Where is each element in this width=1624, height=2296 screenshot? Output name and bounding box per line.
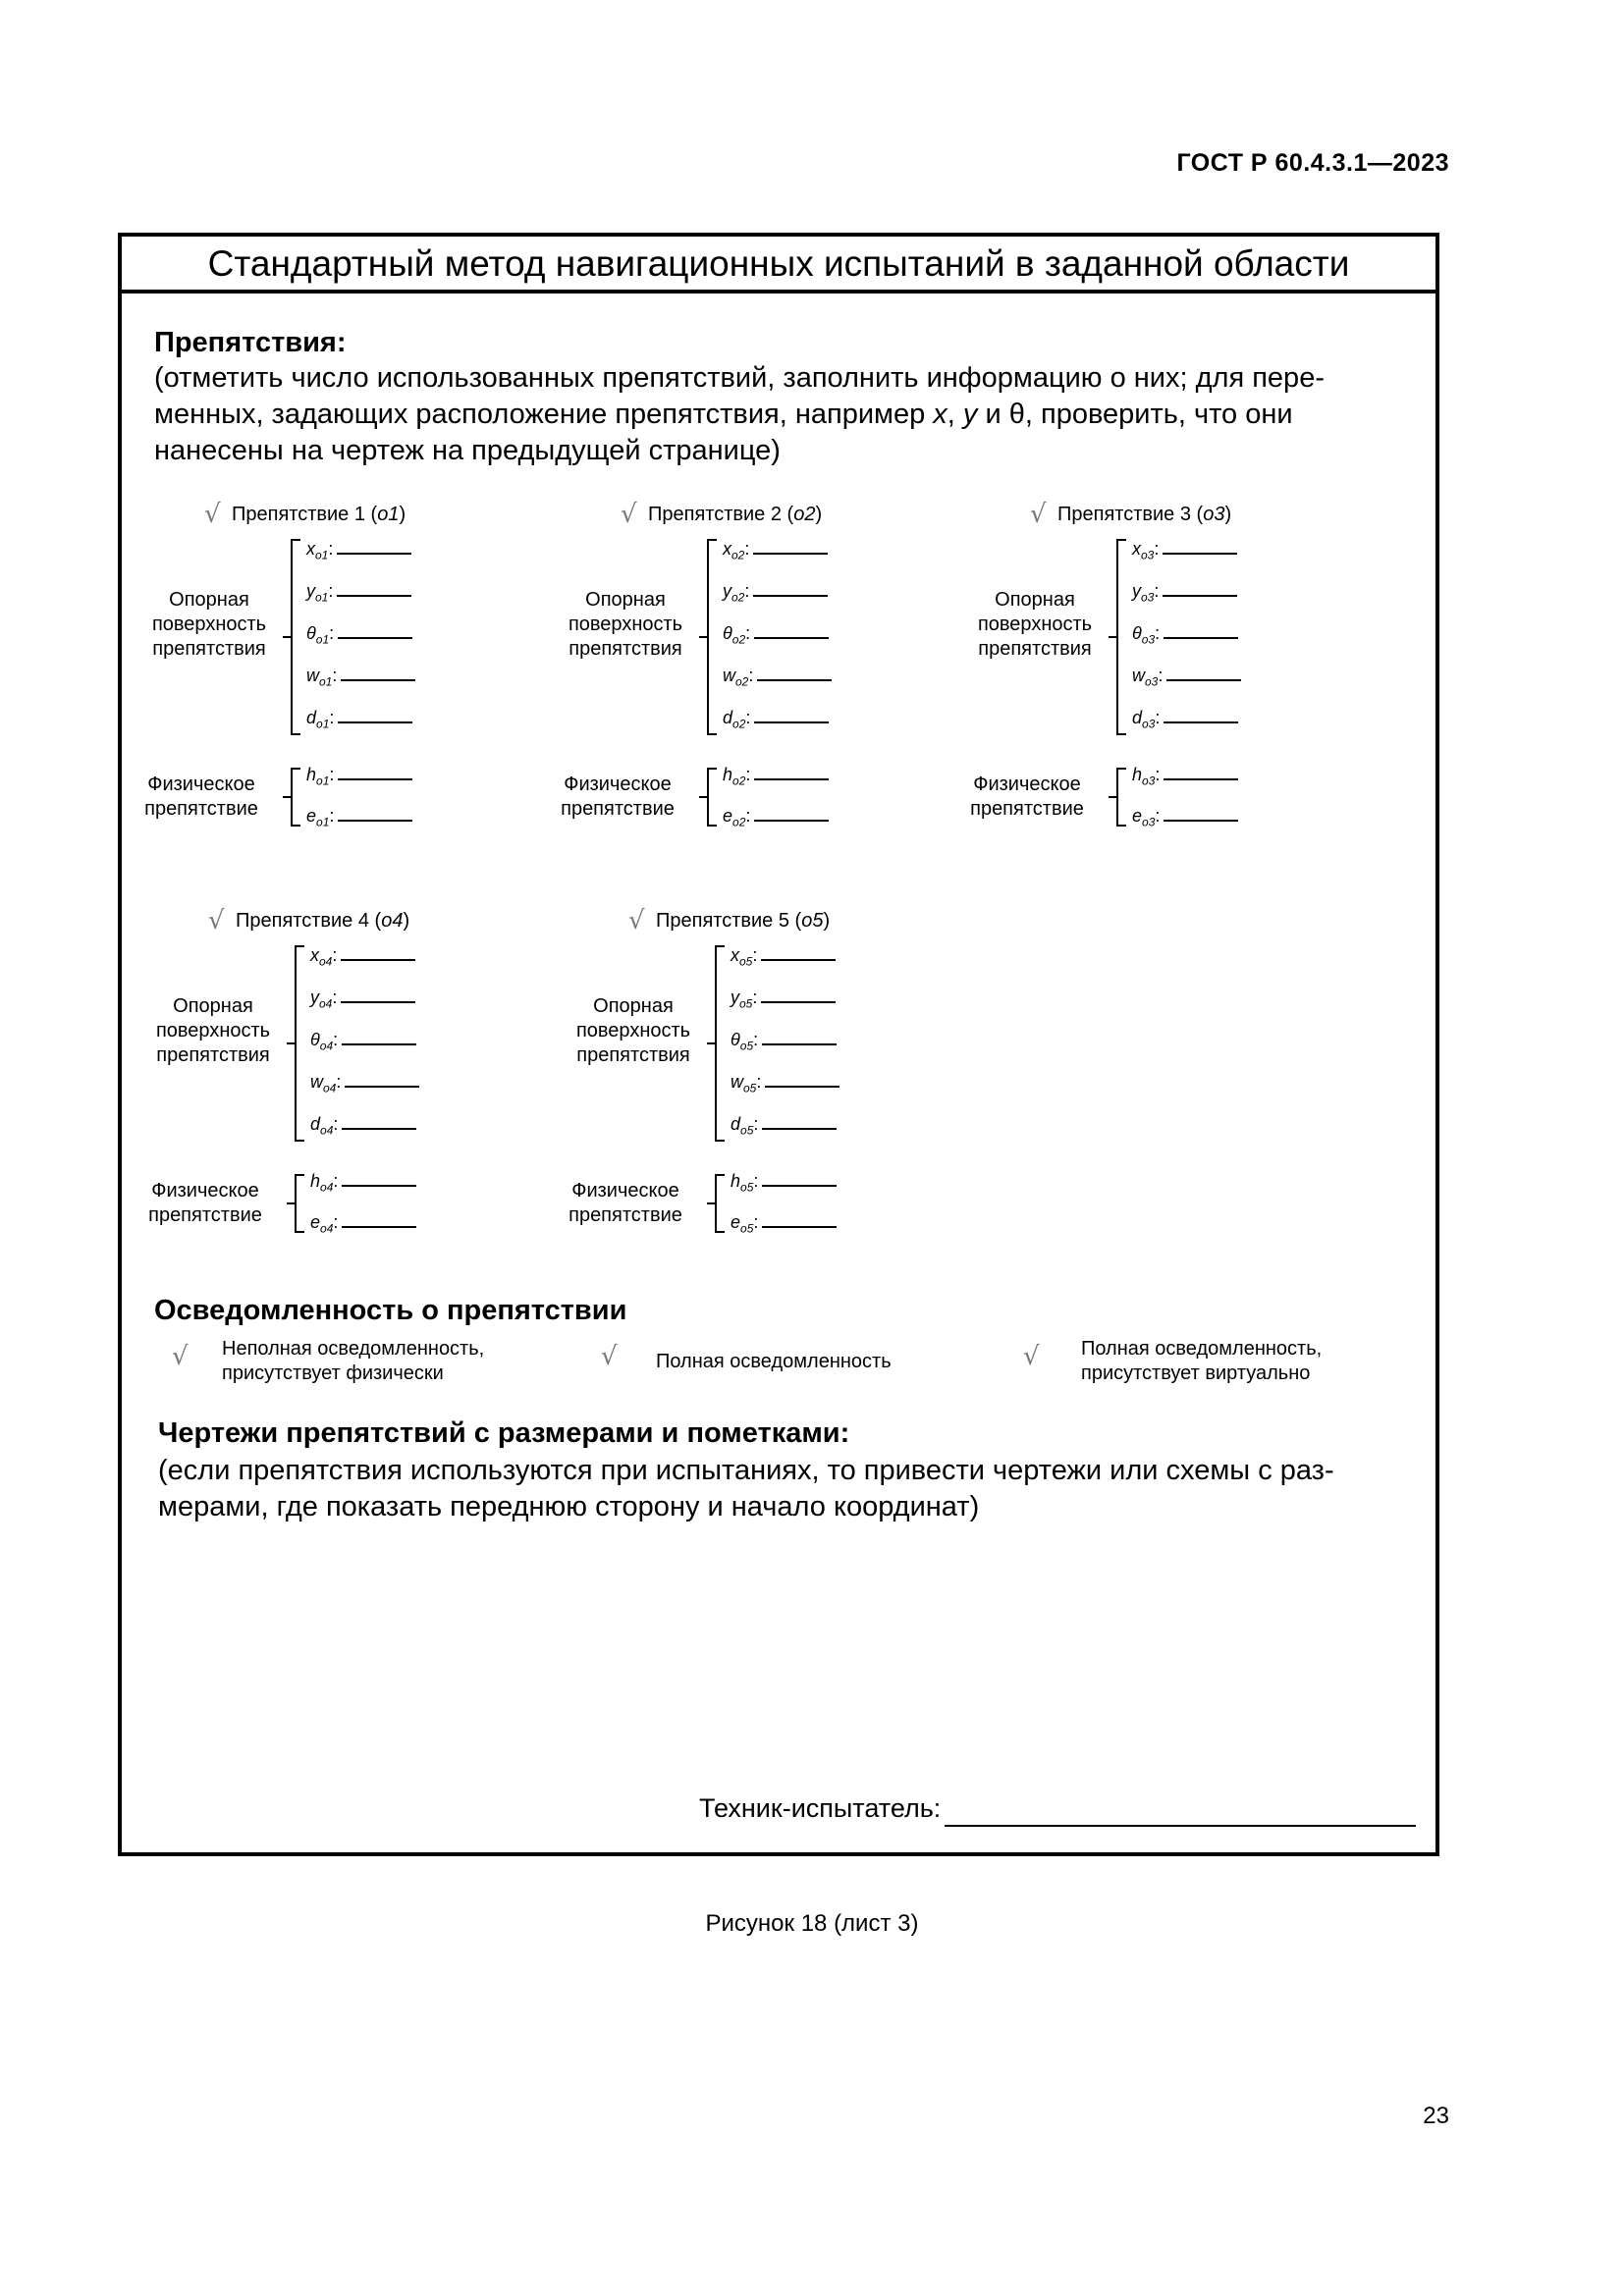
obstacle-1-surface-label: Опорная поверхность препятствия <box>151 589 267 660</box>
obstacle-1-physical-label: Физическое препятствие <box>144 774 258 820</box>
obstacle-5-surface-field[interactable]: $y_{o5}$: <box>731 988 836 1011</box>
obstacle-5-surface-brace <box>715 945 725 1142</box>
obstacle-5-surface-field[interactable]: $w_{o5}$: <box>731 1072 839 1095</box>
obstacle-3-physical-field[interactable]: $h_{o3}$: <box>1132 765 1238 788</box>
obstacle-2-surface-field[interactable]: $w_{o2}$: <box>723 666 832 689</box>
obstacle-4-physical-brace <box>295 1174 304 1233</box>
obstacle-1-surface-brace <box>291 539 300 735</box>
obstacle-2-surface-field[interactable]: $d_{o2}$: <box>723 708 829 731</box>
drawings-heading: Чертежи препятствий с размерами и пометками: <box>158 1417 850 1449</box>
obstacle-5-surface-brace-tick <box>707 1042 715 1044</box>
obstacle-1-surface-field[interactable]: $y_{o1}$: <box>306 581 411 605</box>
obstacles-instructions <box>154 360 1421 469</box>
obstacle-4-surface-field[interactable]: $y_{o4}$: <box>310 988 415 1011</box>
obstacle-3-physical-field[interactable]: $e_{o3}$: <box>1132 806 1238 829</box>
obstacle-5-surface-label: Опорная поверхность препятствия <box>575 995 691 1066</box>
awareness-heading: Осведомленность о препятствии <box>154 1295 627 1326</box>
form-title: Стандартный метод навигационных испытаний в заданной области <box>122 237 1435 294</box>
obstacle-2-surface-brace <box>707 539 717 735</box>
obstacle-2-physical-label: Физическое препятствие <box>561 774 675 820</box>
obstacle-3-surface-brace-tick <box>1109 636 1116 638</box>
obstacle-2-physical-brace-tick <box>699 796 707 798</box>
obstacle-1-check[interactable]: √ <box>204 500 221 529</box>
obstacle-4-physical-label: Физическое препятствие <box>148 1180 262 1226</box>
obstacle-5-physical-brace-tick <box>707 1202 715 1204</box>
obstacle-2-physical-field[interactable]: $e_{o2}$: <box>723 806 829 829</box>
obstacle-3-surface-brace <box>1116 539 1126 735</box>
figure-caption: Рисунок 18 (лист 3) <box>705 1910 919 1937</box>
obstacle-2-physical-field[interactable]: $h_{o2}$: <box>723 765 829 788</box>
obstacle-5-surface-field[interactable]: $x_{o5}$: <box>731 945 836 969</box>
obstacle-3-surface-field[interactable]: $y_{o3}$: <box>1132 581 1237 605</box>
obstacle-1-surface-field[interactable]: $w_{o1}$: <box>306 666 415 689</box>
obstacle-5-surface-field[interactable]: $\theta_{o5}$: <box>731 1030 837 1053</box>
drawings-instructions: (если препятствия используются при испытаниях, то привести чертежи или схемы с раз- мерами, где показать переднюю сторону и начало координат) <box>158 1455 1334 1522</box>
obstacle-4-surface-field[interactable]: $d_{o4}$: <box>310 1114 416 1138</box>
obstacle-4-surface-field[interactable]: $x_{o4}$: <box>310 945 415 969</box>
obstacle-3-surface-label: Опорная поверхность препятствия <box>977 589 1093 660</box>
technician-label: Техник-испытатель: <box>699 1793 942 1823</box>
obstacle-3-surface-field[interactable]: $x_{o3}$: <box>1132 539 1237 562</box>
obstacle-2-surface-field[interactable]: $y_{o2}$: <box>723 581 828 605</box>
obstacle-4-surface-field[interactable]: $\theta_{o4}$: <box>310 1030 416 1053</box>
awareness-option-full-virtual: Полная осведомленность, присутствует виртуально <box>1081 1338 1323 1384</box>
obstacle-3-surface-field[interactable]: $w_{o3}$: <box>1132 666 1241 689</box>
obstacle-2-surface-field[interactable]: $x_{o2}$: <box>723 539 828 562</box>
obstacle-4-surface-label: Опорная поверхность препятствия <box>155 995 271 1066</box>
awareness-check-3[interactable]: √ <box>1023 1342 1040 1371</box>
instructions-line-1: (отметить число использованных препятствий, заполнить информацию о них; для пере- <box>154 362 1325 394</box>
obstacle-4-physical-brace-tick <box>287 1202 295 1204</box>
obstacle-4-surface-brace-tick <box>287 1042 295 1044</box>
obstacle-5-check[interactable]: √ <box>628 906 645 935</box>
obstacle-4-surface-brace <box>295 945 304 1142</box>
document-code: ГОСТ Р 60.4.3.1—2023 <box>1176 149 1449 177</box>
obstacle-1-label: Препятствие 1 (o1) <box>232 504 406 525</box>
awareness-option-partial-physical: Неполная осведомленность, присутствует физически <box>222 1338 485 1384</box>
obstacle-4-check[interactable]: √ <box>208 906 225 935</box>
obstacle-1-surface-field[interactable]: $x_{o1}$: <box>306 539 411 562</box>
obstacle-1-physical-brace-tick <box>283 796 291 798</box>
obstacle-4-label: Препятствие 4 (o4) <box>236 910 410 932</box>
obstacle-5-physical-field[interactable]: $e_{o5}$: <box>731 1212 837 1236</box>
technician-signature-field[interactable] <box>945 1825 1416 1827</box>
obstacle-5-physical-field[interactable]: $h_{o5}$: <box>731 1171 837 1195</box>
obstacle-4-physical-field[interactable]: $h_{o4}$: <box>310 1171 416 1195</box>
obstacle-2-check[interactable]: √ <box>621 500 637 529</box>
obstacle-1-physical-field[interactable]: $h_{o1}$: <box>306 765 412 788</box>
obstacle-5-physical-label: Физическое препятствие <box>568 1180 682 1226</box>
awareness-check-1[interactable]: √ <box>172 1342 189 1371</box>
obstacle-1-surface-field[interactable]: $d_{o1}$: <box>306 708 412 731</box>
obstacle-4-physical-field[interactable]: $e_{o4}$: <box>310 1212 416 1236</box>
obstacle-2-label: Препятствие 2 (o2) <box>648 504 823 525</box>
obstacles-heading: Препятствия: <box>154 327 347 358</box>
obstacle-3-label: Препятствие 3 (o3) <box>1057 504 1232 525</box>
form-frame <box>118 233 1439 1856</box>
obstacle-2-surface-field[interactable]: $\theta_{o2}$: <box>723 623 829 647</box>
obstacle-3-check[interactable]: √ <box>1030 500 1047 529</box>
obstacle-1-physical-field[interactable]: $e_{o1}$: <box>306 806 412 829</box>
obstacle-3-surface-field[interactable]: $d_{o3}$: <box>1132 708 1238 731</box>
obstacle-2-surface-brace-tick <box>699 636 707 638</box>
obstacle-3-physical-brace-tick <box>1109 796 1116 798</box>
page-number: 23 <box>1423 2103 1449 2129</box>
obstacle-5-label: Препятствие 5 (o5) <box>656 910 831 932</box>
obstacle-1-physical-brace <box>291 768 300 827</box>
obstacle-3-surface-field[interactable]: $\theta_{o3}$: <box>1132 623 1238 647</box>
awareness-option-full: Полная осведомленность <box>656 1351 892 1372</box>
obstacle-2-surface-label: Опорная поверхность препятствия <box>568 589 683 660</box>
obstacle-5-physical-brace <box>715 1174 725 1233</box>
obstacle-4-surface-field[interactable]: $w_{o4}$: <box>310 1072 419 1095</box>
obstacle-3-physical-brace <box>1116 768 1126 827</box>
obstacle-5-surface-field[interactable]: $d_{o5}$: <box>731 1114 837 1138</box>
obstacle-3-physical-label: Физическое препятствие <box>970 774 1084 820</box>
instructions-line-2: менных, задающих расположение препятствия, например x, y и θ, проверить, что они <box>154 399 1293 430</box>
obstacle-1-surface-field[interactable]: $\theta_{o1}$: <box>306 623 412 647</box>
awareness-check-2[interactable]: √ <box>601 1342 618 1371</box>
obstacle-2-physical-brace <box>707 768 717 827</box>
obstacle-1-surface-brace-tick <box>283 636 291 638</box>
instructions-line-3: нанесены на чертеж на предыдущей странице) <box>154 435 781 466</box>
